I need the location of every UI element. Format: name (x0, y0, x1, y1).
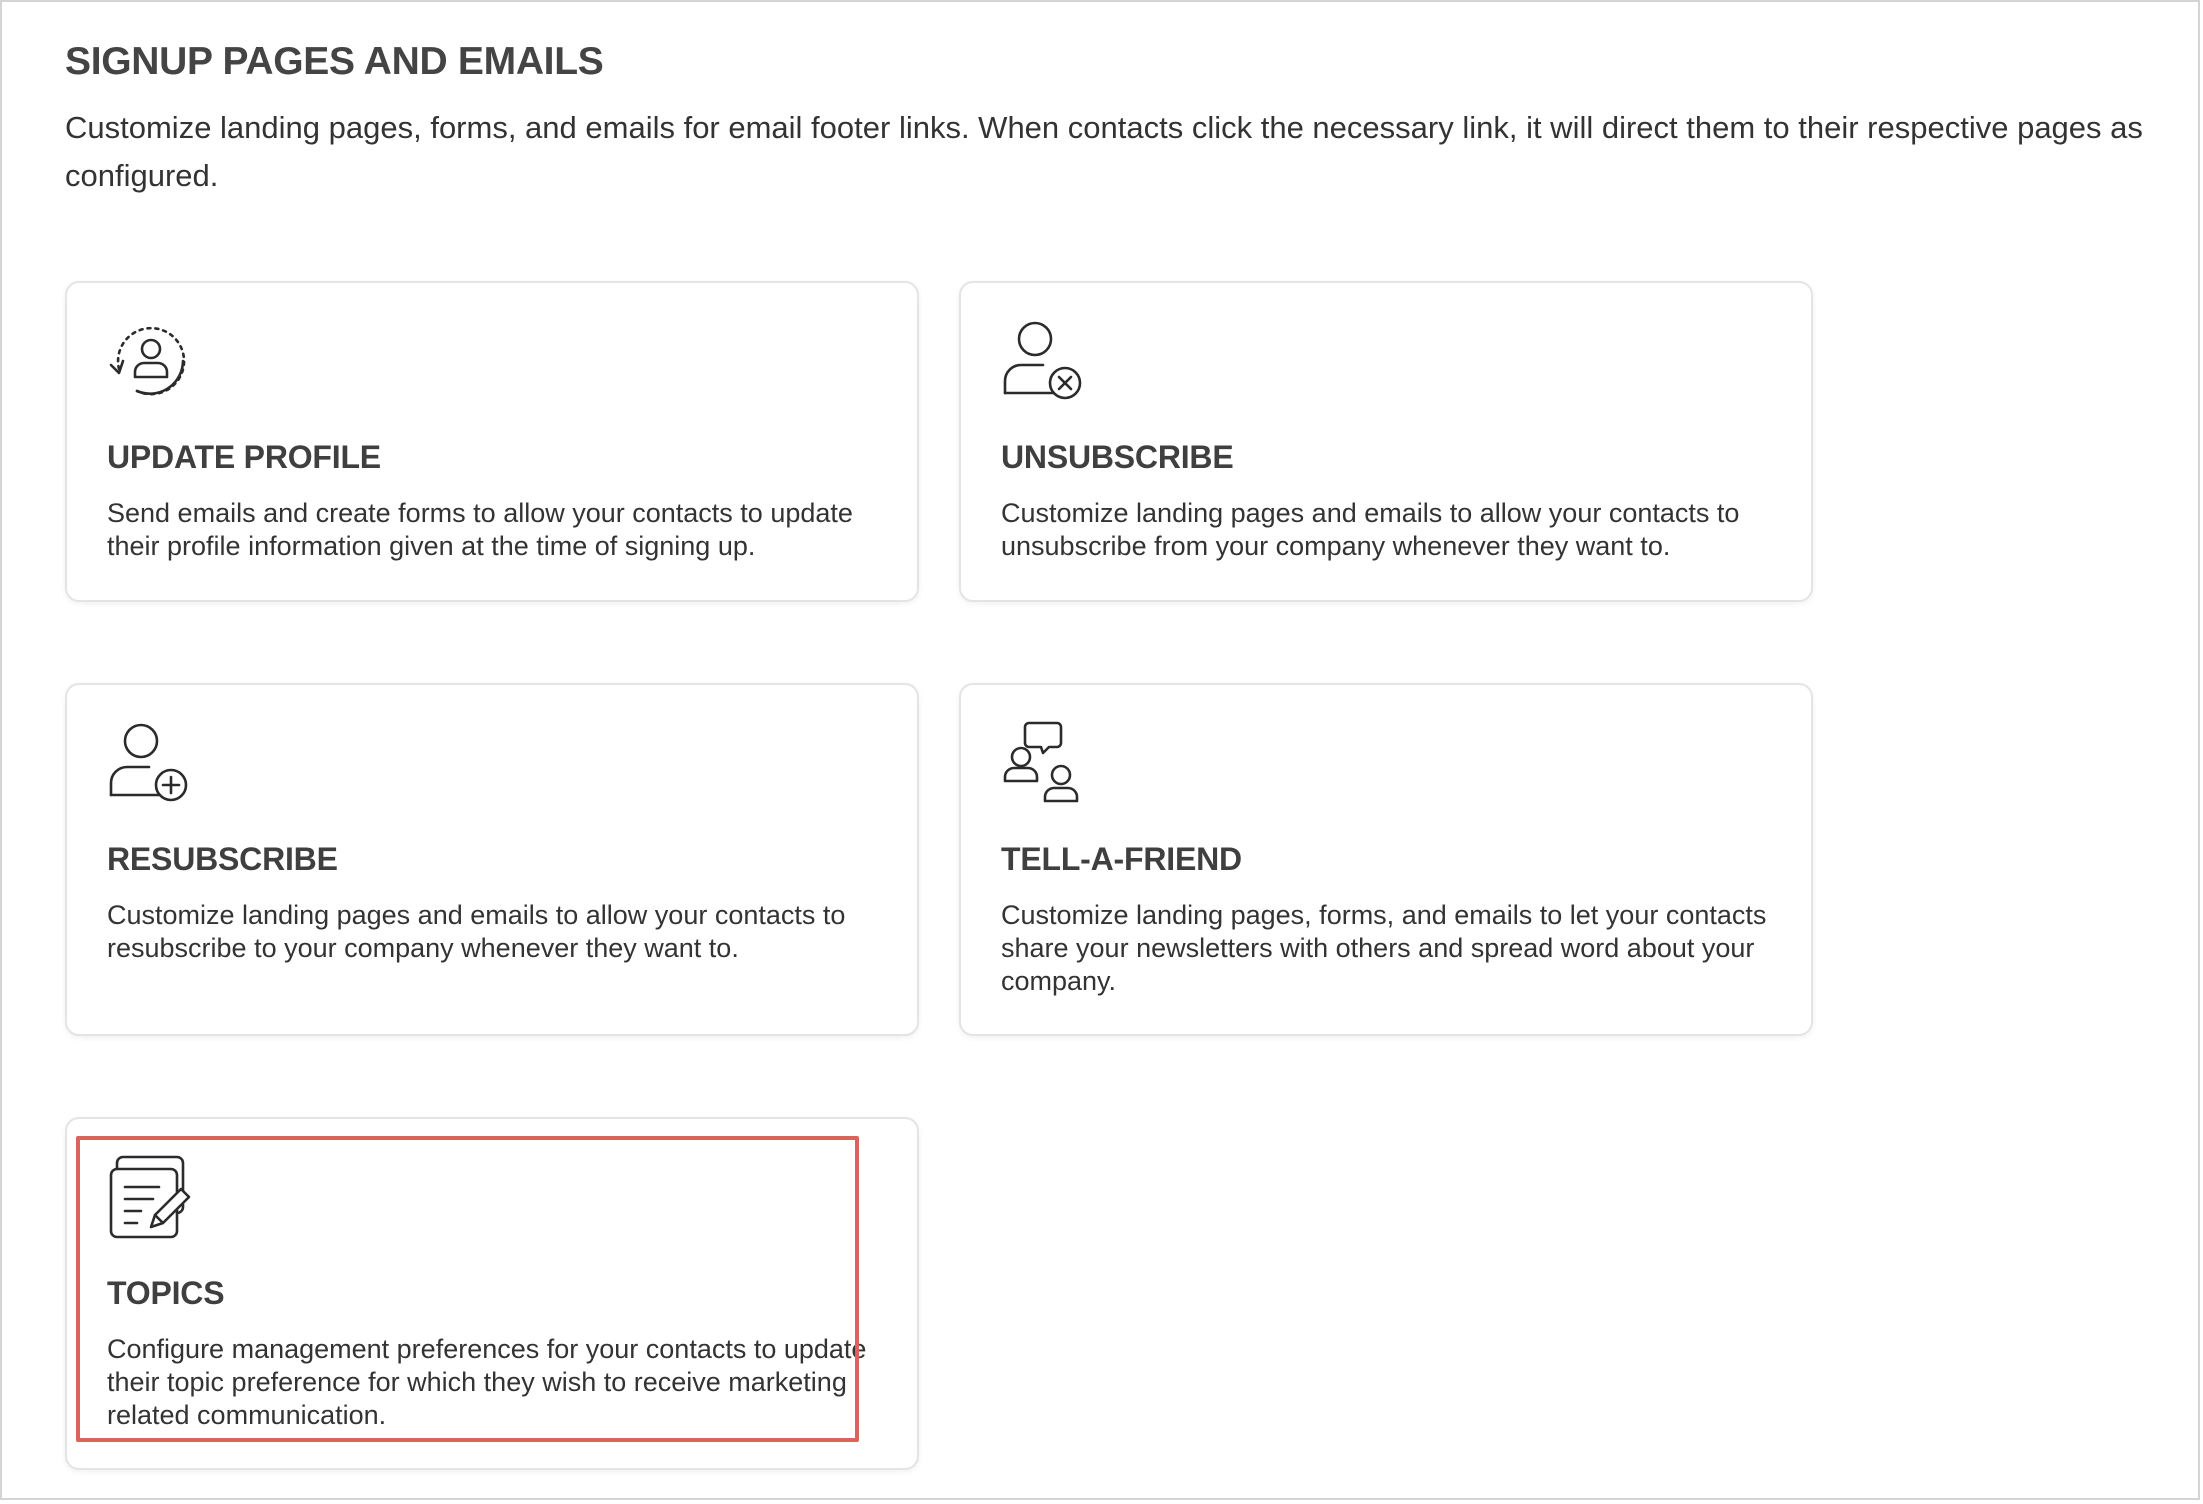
page-description: Customize landing pages, forms, and emails for email footer links. When contacts click the necessary link, it will direct them to their respective pages as configured. (65, 110, 2143, 193)
tell-a-friend-card[interactable] (959, 683, 1813, 1036)
unsubscribe-card[interactable] (959, 281, 1813, 602)
card-title: TELL-A-FRIEND (1001, 841, 1242, 877)
card-title: TOPICS (107, 1275, 225, 1311)
user-add-icon (107, 719, 195, 807)
card-title: UNSUBSCRIBE (1001, 439, 1234, 475)
topics-card[interactable] (65, 1117, 919, 1470)
card-description: Configure management preferences for your contacts to update their topic preference for which they wish to receive marketing related communication. (107, 1334, 867, 1430)
card-title: UPDATE PROFILE (107, 439, 381, 475)
resubscribe-card[interactable] (65, 683, 919, 1036)
users-chat-icon (1001, 719, 1089, 807)
page-title: SIGNUP PAGES AND EMAILS (65, 40, 604, 83)
card-description: Customize landing pages, forms, and emails to let your contacts share your newsletters with others and spread word about your company. (1001, 900, 1767, 996)
card-description: Send emails and create forms to allow your contacts to update their profile information given at the time of signing up. (107, 498, 853, 561)
user-remove-icon (1001, 317, 1089, 405)
card-description: Customize landing pages and emails to allow your contacts to unsubscribe from your company whenever they want to. (1001, 498, 1740, 561)
card-title: RESUBSCRIBE (107, 841, 338, 877)
update-profile-card[interactable] (65, 281, 919, 602)
document-edit-icon (107, 1153, 195, 1241)
user-refresh-icon (107, 317, 195, 405)
card-description: Customize landing pages and emails to allow your contacts to resubscribe to your company whenever they want to. (107, 900, 846, 963)
